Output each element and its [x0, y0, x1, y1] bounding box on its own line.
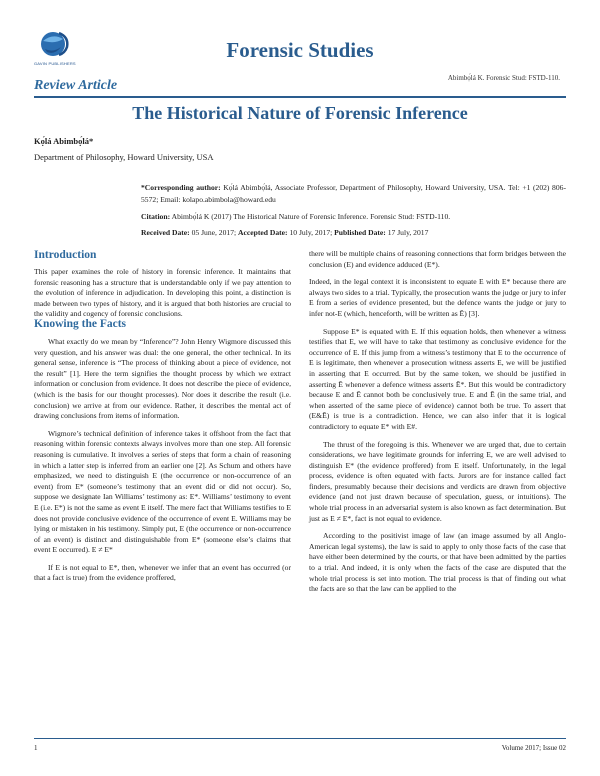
- received-date: 05 June, 2017;: [189, 228, 239, 237]
- citation-label: Citation:: [141, 212, 171, 221]
- citation-line: [141, 211, 566, 223]
- corresponding-label: *Corresponding author:: [141, 183, 221, 192]
- footer-divider: [34, 738, 566, 739]
- right-paragraph-4: According to the positivist image of law (an image assumed by all Anglo-American legal systems), the law is said to apply to only those facts of the case that have either been determined by the courts, or that have been admitted by the parties to a trial. And indeed, it is only when the facts of the case are disputed that the whole trial process is set into motion. The trial process is that of finding out what the facts are so that the law can be applied to the: [309, 531, 566, 594]
- article-title: The Historical Nature of Forensic Inference: [132, 103, 468, 123]
- right-paragraph-1: Indeed, in the legal context it is inconsistent to equate E with E* because there are always two sides to a trial. Typically, the prosecution wants the judge or jury to infer E from a series of evidence presented, but the defence wants the judge or jury to infer not-E (which, henceforth, will be written as Ē) [3].: [309, 277, 566, 318]
- introduction-heading: Introduction: [34, 249, 97, 261]
- left-paragraph-1: What exactly do we mean by “Inference”? John Henry Wigmore discussed this very question, and his answer was dual: the one general, the other technical. In its general sense, inference is “The process of thinking about a piece of evidence, not the result” [1]. Here the term signifies the thought process by which we extract information or conclusion from evidence. It does not describe the piece of evidence, (which is the basis for our thought processes). Nor does it describe the result (i.e. conclusion) we arrive at from our evidence. Rather, it describes the mental act of drawing conclusions from items of information.: [34, 337, 291, 421]
- right-body: [309, 249, 566, 595]
- volume-issue: Volume 2017; Issue 02: [501, 744, 566, 752]
- accepted-label: Accepted Date:: [238, 228, 288, 237]
- right-paragraph-0: there will be multiple chains of reasoning connections that form bridges between the conclusion (E) and evidence adduced (E*).: [309, 249, 566, 269]
- received-label: Received Date:: [141, 228, 190, 237]
- corresponding-author: [141, 182, 566, 206]
- knowing-facts-heading: Knowing the Facts: [34, 318, 126, 330]
- journal-name: Forensic Studies: [226, 38, 374, 62]
- article-type: Review Article: [34, 78, 118, 93]
- left-paragraph-2: Wigmore’s technical definition of inference takes it offshoot from the fact that reasoning within forensic contexts always involves more than one step. All forensic reasoning is cumulative. It involves a series of steps that form a chain of reasoning in which a latter step is inferred from an earlier one [2]. As Schum and others have emphasized, we need to distinguish E (the occurrence or non-occurrence of an event) from E* (someone’s testimony that an event did or did not occur). So, suppose we designate Ian Williams’ testimony as: E*. Williams’ testimony to event E (i.e. E*) is not the same as event E itself. The mere fact that Williams testifies to E does not provide conclusive evidence of the occurrence of event E. Williams may be lying or mistaken in his testimony. Simply put, E (the occurrence or non-occurrence of an event) is distinct and distinguishable from E* (someone else’s claims that event E occurred). E ≠ E*: [34, 428, 291, 555]
- right-paragraph-3: The thrust of the foregoing is this. Whenever we are urged that, due to certain considerations, we have legitimate grounds for inferring E, we are well advised to distinguish E* (the evidence proffered) from E itself. Unfortunately, in the legal process, evidence is often equated with facts. Jurors are for instance called fact finders, presumably because their decisions and verdicts are drawn from objective evidence (and not just drawn because of speculation, guess, or intuitions). The whole trial process in an adversarial system is also known as fact determination. But just as E ≠ E*, fact is not equal to evidence.: [309, 439, 566, 523]
- running-citation: Abimbọ́lá K. Forensic Stud: FSTD-110.: [447, 74, 560, 82]
- corresponding-text: Kọ́lá Abimbọ́lá, Associate Professor, Department of Philosophy, Howard University, USA. Tel: +1 (202) 806-5572; Email: kolapo.abimbola@howard.edu: [141, 183, 566, 204]
- author-name: Kọ́lá Abimbọ́lá*: [34, 136, 94, 146]
- published-label: Published Date:: [334, 228, 386, 237]
- citation-text: Abimbọ́lá K (2017) The Historical Nature of Forensic Inference. Forensic Stud: FSTD-110.: [170, 212, 451, 221]
- accepted-date: 10 July, 2017;: [287, 228, 335, 237]
- published-date: 17 July, 2017: [385, 228, 429, 237]
- left-paragraph-3: If E is not equal to E*, then, whenever we infer that an event has occurred (or that a fact is true) from the evidence proffered,: [34, 562, 291, 583]
- author-affiliation: Department of Philosophy, Howard University, USA: [34, 152, 214, 162]
- left-body: [34, 337, 291, 584]
- header-divider: [34, 96, 566, 98]
- intro-text: This paper examines the role of history in forensic inference. It maintains that forensic reasoning has a structure that is understandable only if we pay attention to the evolution of inference in adjudication. In developing this point, a distinction is made between two types of history, and it is argued that both histories are crucial to the validity and cogency of forensic conclusions.: [34, 267, 291, 319]
- page-number: 1: [34, 744, 38, 752]
- dates-line: [141, 227, 566, 239]
- logo-caption: GAVIN PUBLISHERS: [34, 61, 76, 66]
- introduction-paragraph: [34, 267, 291, 320]
- right-paragraph-2: Suppose E* is equated with E. If this equation holds, then whenever a witness testifies that E, we will have to take that testimony as conclusive evidence for the occurrence of E. If this jump from a witness’s testimony that E to the occurrence of E is legitimate, then whenever a prosecution witness asserts E, we will be justified in asserting that E occurred. But by the same token, we should be justified in asserting Ē whenever a defence witness asserts Ē*. But this would be contradictory because E and Ē cannot both be conclusively true. E and Ē (in the same trial, and when asserted of the same piece of evidence) cannot both be true. To assert that (E&Ē) is true is a contradiction. Hence, we can also infer that it is logical contradictory to equate E* with E#.: [309, 326, 566, 431]
